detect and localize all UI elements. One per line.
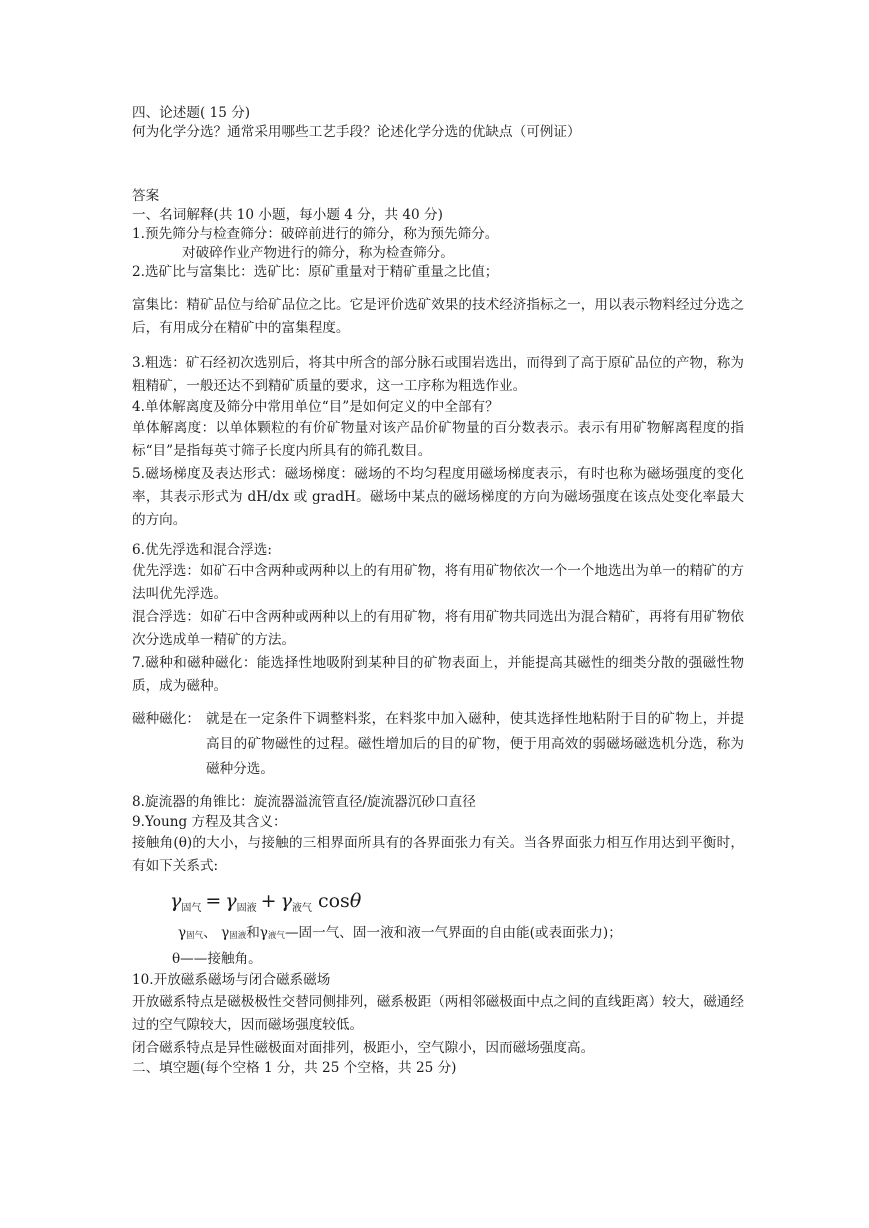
- item1-line1: 1.预先筛分与检查筛分：破碎前进行的筛分，称为预先筛分。: [132, 226, 499, 242]
- sub-liquid-gas: 液气: [291, 903, 312, 914]
- item7-seed-magnetization-label: 磁种磁化：: [132, 711, 200, 727]
- item10-line1: 10.开放磁系磁场与闭合磁系磁场: [132, 972, 331, 988]
- formula-legend: [178, 920, 744, 949]
- item6-selective-flotation-paragraph: 优先浮选：如矿石中含两种或两种以上的有用矿物，将有用矿物依次一个一个地选出为单一的精矿的方法叫优先浮选。: [132, 563, 744, 602]
- item10-line2: 闭合磁系特点是异性磁极面对面排列，极距小，空气隙小，因而磁场强度高。: [132, 1040, 595, 1056]
- item2-line1: 2.选矿比与富集比：选矿比：原矿重量对于精矿重量之比值；: [132, 264, 499, 280]
- legend-gamma: γ: [259, 925, 268, 941]
- equals-sign: =: [205, 890, 222, 912]
- section4-question: 何为化学分选？通常采用哪些工艺手段？论述化学分选的优缺点（可例证）: [132, 124, 581, 140]
- legend-gamma: γ: [221, 925, 230, 941]
- item4-line1: 4.单体解离度及筛分中常用单位“目”是如何定义的中全部有？: [132, 399, 499, 415]
- gamma-symbol: γ: [170, 890, 182, 912]
- gamma-symbol: γ: [225, 890, 237, 912]
- item9-line1: 9.Young 方程及其含义：: [132, 814, 287, 830]
- item3-roughing-paragraph: 3.粗选：矿石经初次选别后，将其中所含的部分脉石或围岩选出，而得到了高于原矿品位的产物，称为粗精矿，一般还达不到精矿质量的要求，这一工序称为粗选作业。: [132, 355, 744, 394]
- legend-description: —固一气、固一液和液一气界面的自由能(或表面张力)；: [284, 925, 622, 941]
- item6-line1: 6.优先浮选和混合浮选:: [132, 542, 272, 558]
- document-page: [132, 104, 744, 1078]
- theta-symbol: θ: [349, 890, 362, 912]
- item6-bulk-flotation-paragraph: 混合浮选：如矿石中含两种或两种以上的有用矿物，将有用矿物共同选出为混合精矿，再将有用矿物依次分选成单一精矿的方法。: [132, 609, 744, 648]
- legend-separator: 、: [203, 925, 217, 941]
- item1-line2: 对破碎作业产物进行的筛分，称为检查筛分。: [182, 245, 454, 261]
- legend-sub-solid-liquid: 固液: [229, 931, 247, 941]
- item7-seed-magnetization-block: [132, 707, 744, 782]
- item5-magnetic-gradient-paragraph: 5.磁场梯度及表达形式：磁场梯度：磁场的不均匀程度用磁场梯度表示，有时也称为磁场强度的变化率，其表示形式为 dH/dx 或 gradH。磁场中某点的磁场梯度的方向为磁场强度在该点处变化率最大的方向。: [132, 466, 744, 528]
- section1-heading: 一、名词解释(共 10 小题，每小题 4 分，共 40 分): [132, 207, 443, 223]
- theta-definition: θ——接触角。: [172, 951, 262, 967]
- section4-heading: 四、论述题( 15 分): [132, 105, 251, 121]
- gamma-symbol: γ: [280, 890, 292, 912]
- item7-seed-magnetization-body: 就是在一定条件下调整料浆，在料浆中加入磁种，使其选择性地粘附于目的矿物上，并提高目的矿物磁性的过程。磁性增加后的目的矿物，便于用高效的弱磁场磁选机分选，称为磁种分选。: [206, 711, 744, 777]
- item4-liberation-paragraph: 单体解离度：以单体颗粒的有价矿物量对该产品价矿物量的百分数表示。表示有用矿物解离程度的指标“目”是指每英寸筛子长度内所具有的筛孔数目。: [132, 420, 744, 459]
- item9-contact-angle-paragraph: 接触角(θ)的大小，与接触的三相界面所具有的各界面张力有关。当各界面张力相互作用达到平衡时，有如下关系式:: [132, 835, 744, 874]
- legend-sub-gas-solid: 固气: [186, 931, 204, 941]
- legend-sub-liquid-gas: 液气: [267, 931, 285, 941]
- section2-heading: 二、填空题(每个空格 1 分，共 25 个空格，共 25 分): [132, 1060, 457, 1076]
- young-equation-formula: [170, 890, 744, 920]
- answer-title: 答案: [132, 188, 160, 204]
- item7-magnetic-seed-paragraph: 7.磁种和磁种磁化：能选择性地吸附到某种目的矿物表面上，并能提高其磁性的细类分散的强磁性物质，成为磁种。: [132, 655, 744, 694]
- legend-gamma: γ: [178, 925, 187, 941]
- sub-solid-liquid: 固液: [236, 903, 257, 914]
- sub-gas-solid: 固气: [181, 903, 202, 914]
- item10-open-magnetic-system-paragraph: 开放磁系特点是磁极极性交替同侧排列，磁系极距（两相邻磁极面中点之间的直线距离）较大，磁通经过的空气隙较大，因而磁场强度较低。: [132, 994, 744, 1033]
- item2-enrichment-ratio-paragraph: 富集比：精矿品位与给矿品位之比。它是评价选矿效果的技术经济指标之一，用以表示物料经过分选之后，有用成分在精矿中的富集程度。: [132, 297, 744, 336]
- cos-function: cos: [317, 890, 350, 912]
- item8-line: 8.旋流器的角锥比：旋流器溢流管直径/旋流器沉砂口直径: [132, 794, 476, 810]
- legend-and: 和: [246, 925, 260, 941]
- plus-sign: +: [260, 890, 277, 912]
